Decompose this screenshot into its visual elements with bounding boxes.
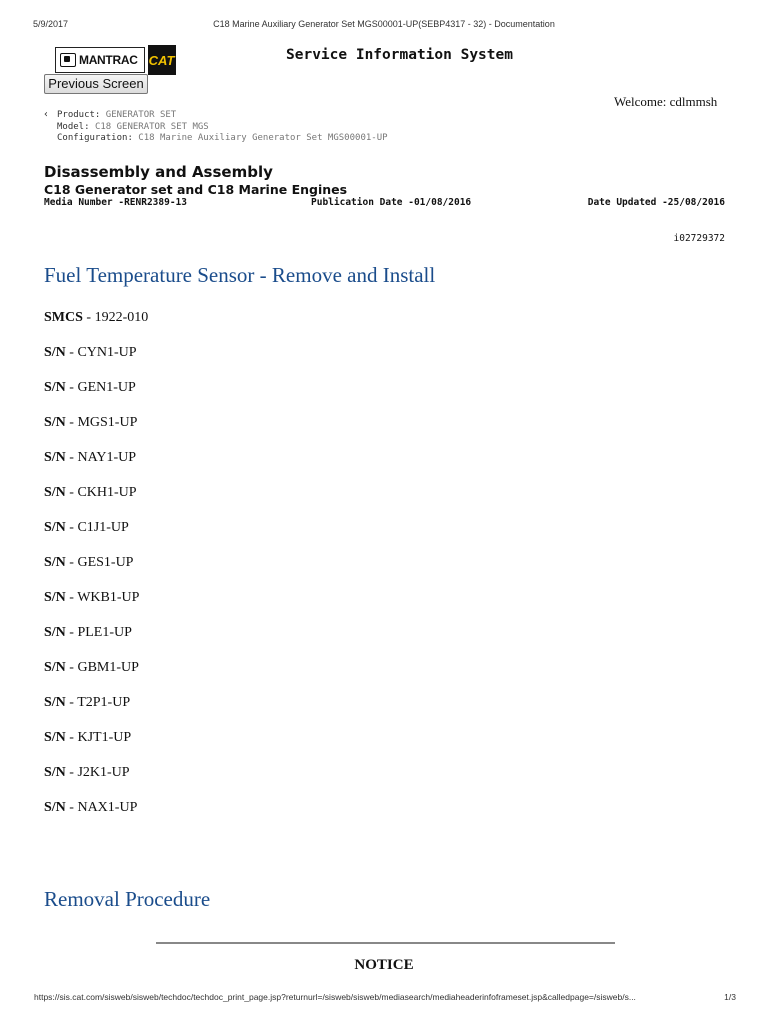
welcome-text: Welcome: cdlmmsh	[614, 94, 718, 109]
breadcrumb-configuration	[44, 133, 388, 145]
notice-heading: NOTICE	[354, 957, 414, 973]
serial-number-row	[44, 554, 148, 589]
smcs-value: - 1922-010	[82, 310, 149, 325]
sn-label: S/N	[44, 380, 66, 395]
sn-label: S/N	[44, 345, 66, 360]
cat-logo	[148, 45, 176, 75]
breadcrumb	[44, 110, 388, 145]
sn-label: S/N	[44, 415, 66, 430]
footer-url: https://sis.cat.com/sisweb/sisweb/techdoc/techdoc_print_page.jsp?returnurl=/sisweb/sisweb/mediasearch/mediaheaderinfoframeset.jsp&calledpage=/sisweb/s...	[34, 992, 636, 1002]
publication-date: Publication Date -01/08/2016	[311, 197, 472, 208]
sn-label: S/N	[44, 765, 66, 780]
serial-number-list	[44, 309, 148, 834]
sn-label: S/N	[44, 625, 66, 640]
chevron-left-icon[interactable]: ‹	[43, 109, 50, 120]
sn-value: - NAY1-UP	[65, 450, 137, 465]
sn-value: - WKB1-UP	[65, 590, 140, 605]
sn-label: S/N	[44, 520, 66, 535]
sn-label: S/N	[44, 555, 66, 570]
removal-procedure-heading: Removal Procedure	[44, 887, 211, 911]
configuration-value: C18 Marine Auxiliary Generator Set MGS00001-UP	[138, 133, 388, 143]
sn-value: - CKH1-UP	[65, 485, 137, 500]
model-label: Model:	[57, 121, 90, 132]
date-updated: Date Updated -25/08/2016	[587, 197, 725, 208]
serial-number-row	[44, 519, 148, 554]
product-label: Product:	[57, 110, 101, 120]
serial-number-row	[44, 449, 148, 484]
sn-value: - J2K1-UP	[65, 765, 130, 780]
serial-number-row	[44, 484, 148, 519]
product-value: GENERATOR SET	[105, 110, 177, 120]
sn-value: - CYN1-UP	[65, 345, 137, 360]
mantrac-logo-text: MANTRAC	[79, 53, 138, 67]
serial-number-row	[44, 659, 148, 694]
sn-value: - GBM1-UP	[65, 660, 139, 675]
print-doc-title: C18 Marine Auxiliary Generator Set MGS00001-UP(SEBP4317 - 32) - Documentation	[213, 19, 555, 29]
system-title: Service Information System	[286, 47, 513, 63]
media-number: Media Number -RENR2389-13	[44, 197, 187, 208]
serial-number-row	[44, 694, 148, 729]
sn-label: S/N	[44, 485, 66, 500]
smcs-label: SMCS	[44, 310, 83, 325]
section-heading: Disassembly and Assembly	[44, 163, 273, 181]
sn-label: S/N	[44, 695, 66, 710]
serial-number-row	[44, 379, 148, 414]
cat-logo-text: CAT	[148, 52, 175, 68]
sn-value: - C1J1-UP	[65, 520, 129, 535]
serial-number-row	[44, 764, 148, 799]
serial-number-row	[44, 344, 148, 379]
smcs-row	[44, 309, 148, 344]
sn-value: - PLE1-UP	[65, 625, 132, 640]
document-id: i02729372	[673, 233, 725, 244]
sn-value: - GEN1-UP	[65, 380, 136, 395]
breadcrumb-model	[44, 122, 388, 134]
mantrac-mark-icon	[60, 53, 76, 67]
serial-number-row	[44, 729, 148, 764]
print-date: 5/9/2017	[33, 19, 69, 29]
doc-subtitle: C18 Generator set and C18 Marine Engines	[44, 182, 348, 197]
sn-value: - GES1-UP	[65, 555, 134, 570]
sn-label: S/N	[44, 800, 66, 815]
configuration-label: Configuration:	[57, 133, 133, 143]
serial-number-row	[44, 799, 148, 834]
model-value: C18 GENERATOR SET MGS	[94, 121, 209, 132]
sn-label: S/N	[44, 660, 66, 675]
previous-screen-button[interactable]: Previous Screen	[44, 74, 148, 94]
sn-label: S/N	[44, 730, 66, 745]
sn-value: - NAX1-UP	[65, 800, 138, 815]
page-number: 1/3	[724, 992, 736, 1002]
serial-number-row	[44, 624, 148, 659]
sn-value: - MGS1-UP	[65, 415, 138, 430]
notice-divider	[156, 942, 615, 944]
brand-logos	[55, 45, 176, 75]
mantrac-logo	[55, 47, 145, 73]
sn-label: S/N	[44, 450, 66, 465]
sn-value: - KJT1-UP	[65, 730, 132, 745]
serial-number-row	[44, 414, 148, 449]
breadcrumb-product	[44, 110, 388, 122]
serial-number-row	[44, 589, 148, 624]
page-title: Fuel Temperature Sensor - Remove and Install	[44, 263, 436, 287]
sn-value: - T2P1-UP	[65, 695, 131, 710]
sn-label: S/N	[44, 590, 66, 605]
